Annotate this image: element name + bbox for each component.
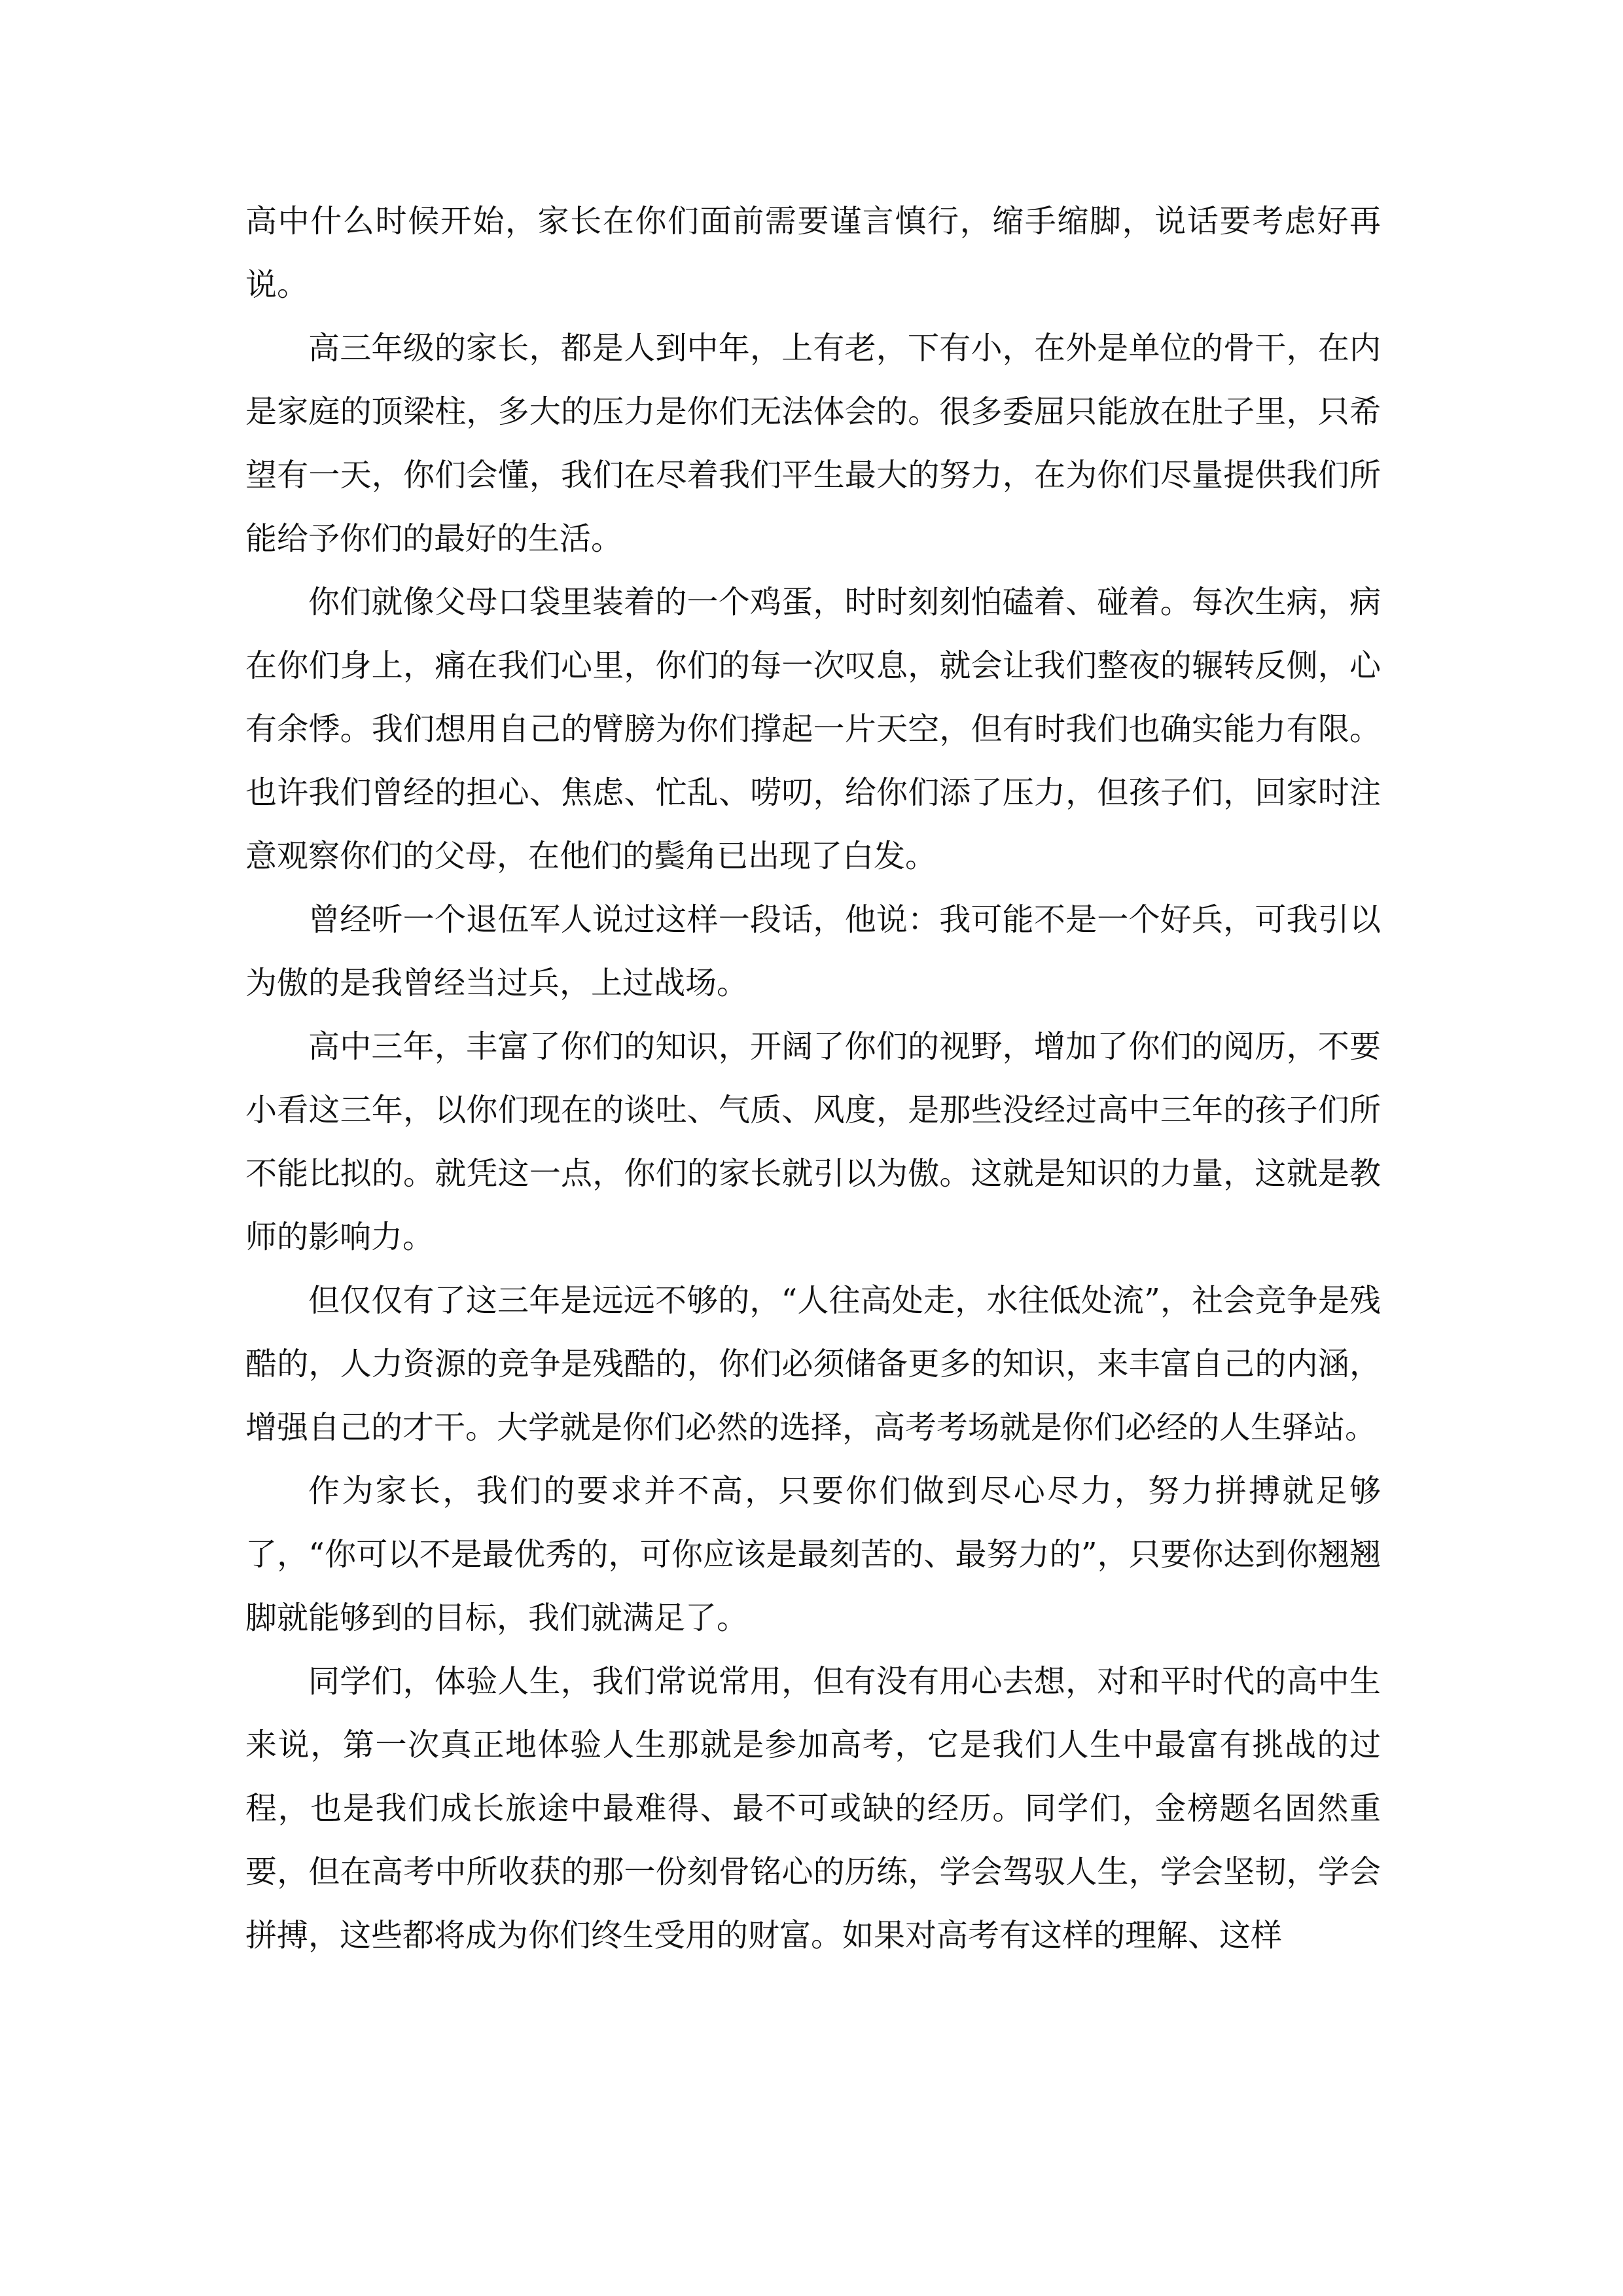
paragraph-4: 曾经听一个退伍军人说过这样一段话，他说：我可能不是一个好兵，可我引以为傲的是我曾经当过兵，上过战场。 xyxy=(245,901,1381,1001)
paragraph-1: 高中什么时候开始，家长在你们面前需要谨言慎行，缩手缩脚，说话要考虑好再说。 xyxy=(245,203,1381,303)
paragraph-6: 但仅仅有了这三年是远远不够的，“人往高处走，水往低处流”，社会竞争是残酷的，人力资源的竞争是残酷的，你们必须储备更多的知识，来丰富自己的内涵，增强自己的才干。大学就是你们必然的选择，高考考场就是你们必经的人生驿站。 xyxy=(245,1282,1381,1446)
body-text xyxy=(245,190,1381,1967)
paragraph-3: 你们就像父母口袋里装着的一个鸡蛋，时时刻刻怕磕着、碰着。每次生病，病在你们身上，痛在我们心里，你们的每一次叹息，就会让我们整夜的辗转反侧，心有余悸。我们想用自己的臂膀为你们撑起一片天空，但有时我们也确实能力有限。也许我们曾经的担心、焦虑、忙乱、唠叨，给你们添了压力，但孩子们，回家时注意观察你们的父母，在他们的鬓角已出现了白发。 xyxy=(245,584,1381,874)
paragraph-2: 高三年级的家长，都是人到中年，上有老，下有小，在外是单位的骨干，在内是家庭的顶梁柱，多大的压力是你们无法体会的。很多委屈只能放在肚子里，只希望有一天，你们会懂，我们在尽着我们平生最大的努力，在为你们尽量提供我们所能给予你们的最好的生活。 xyxy=(245,330,1381,557)
paragraph-8: 同学们，体验人生，我们常说常用，但有没有用心去想，对和平时代的高中生来说，第一次真正地体验人生那就是参加高考，它是我们人生中最富有挑战的过程，也是我们成长旅途中最难得、最不可或缺的经历。同学们，金榜题名固然重要，但在高考中所收获的那一份刻骨铭心的历练，学会驾驭人生，学会坚韧，学会拼搏，这些都将成为你们终生受用的财富。如果对高考有这样的理解、这样 xyxy=(245,1663,1381,1954)
paragraph-5: 高中三年，丰富了你们的知识，开阔了你们的视野，增加了你们的阅历，不要小看这三年，以你们现在的谈吐、气质、风度，是那些没经过高中三年的孩子们所不能比拟的。就凭这一点，你们的家长就引以为傲。这就是知识的力量，这就是教师的影响力。 xyxy=(245,1028,1381,1255)
paragraph-7: 作为家长，我们的要求并不高，只要你们做到尽心尽力，努力拼搏就足够了，“你可以不是最优秀的，可你应该是最刻苦的、最努力的”，只要你达到你翘翘脚就能够到的目标，我们就满足了。 xyxy=(245,1473,1381,1636)
